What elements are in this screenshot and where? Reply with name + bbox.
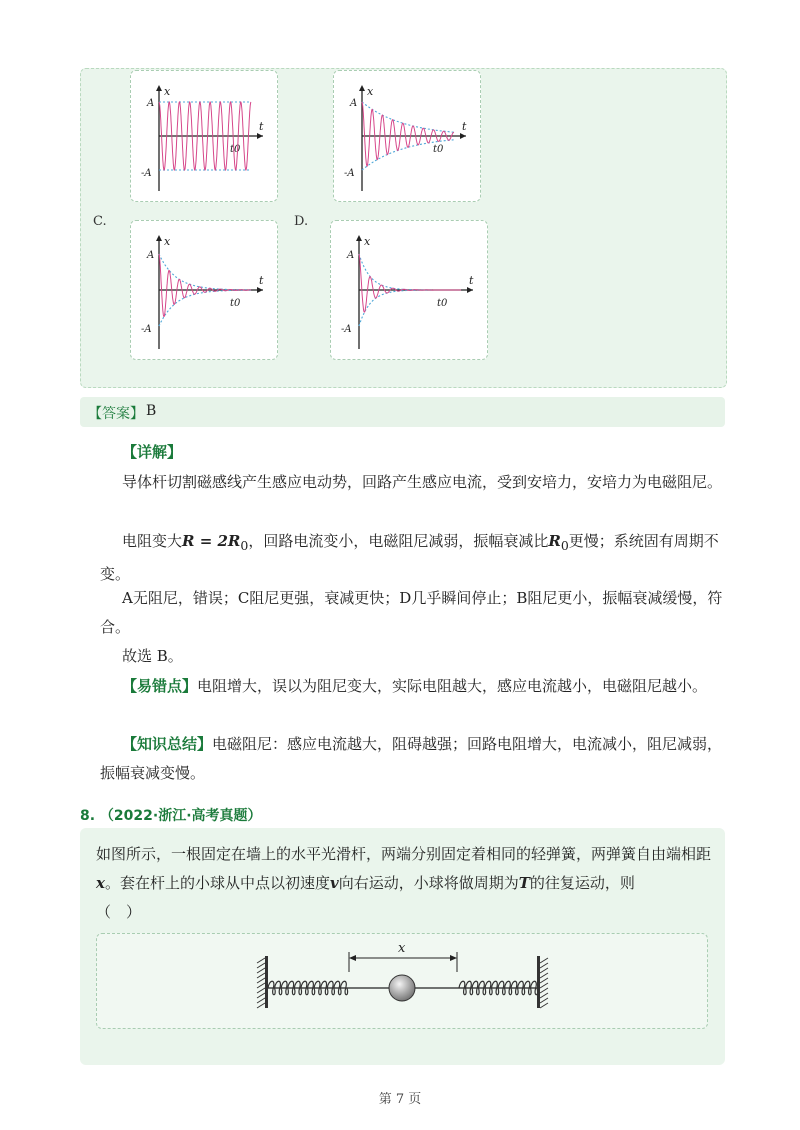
t-axis-label: t — [259, 274, 264, 287]
question-8-text — [96, 840, 712, 927]
option-b-graph — [333, 70, 481, 202]
upper-envelope — [362, 102, 454, 132]
x-axis-arrow — [156, 85, 162, 91]
graph-d-svg — [331, 221, 487, 359]
left-wall-hatch — [257, 978, 265, 983]
detail-heading — [100, 438, 728, 467]
neg-amplitude-label: -A — [141, 168, 152, 179]
dimension-label: x — [398, 941, 406, 956]
time-axis-arrow — [460, 133, 466, 139]
x-axis-arrow — [356, 235, 362, 241]
option-d-label: D. — [294, 214, 309, 229]
neg-amplitude-label: -A — [341, 324, 352, 335]
error-text: 电阻增大，误以为阻尼变大，实际电阻越大，感应电流越小，电磁阻尼越小。 — [197, 677, 708, 695]
upper-envelope — [159, 254, 251, 290]
answer-value: B — [146, 403, 157, 419]
left-wall-hatch — [257, 983, 265, 988]
right-wall — [537, 956, 540, 1008]
right-wall-hatch — [540, 983, 548, 988]
explanation-p1: 导体杆切割磁感线产生感应电动势，回路产生感应电流，受到安培力，安培力为电磁阻尼。 — [122, 473, 723, 491]
explanation-p4: 故选 B。 — [122, 647, 183, 665]
option-c-label: C. — [93, 214, 107, 229]
error-tag: 【易错点】 — [122, 677, 198, 695]
left-wall-hatch — [257, 1003, 265, 1008]
right-wall-hatch — [540, 963, 548, 968]
left-wall-hatch — [257, 998, 265, 1003]
time-axis-arrow — [467, 287, 473, 293]
amplitude-label: A — [347, 250, 355, 261]
neg-amplitude-label: -A — [141, 324, 152, 335]
x-axis-arrow — [156, 235, 162, 241]
neg-amplitude-label: -A — [344, 168, 355, 179]
right-wall-hatch — [540, 1003, 548, 1008]
x-axis-label: x — [164, 85, 171, 98]
x-axis-label: x — [164, 235, 171, 248]
explanation-p3: A无阻尼，错误；C阻尼更强，衰减更快；D几乎瞬间停止；B阻尼更小，振幅衰减缓慢，符合。 — [100, 589, 723, 636]
left-wall-hatch — [257, 973, 265, 978]
right-wall-hatch — [540, 973, 548, 978]
p2-text-c: 更慢；系统固有周期不变。 — [100, 532, 719, 583]
t0-label: t0 — [230, 298, 241, 309]
dimension-arrow-right — [450, 955, 457, 961]
q8-var-x: x — [96, 874, 105, 892]
p2-text-b: ，回路电流变小，电磁阻尼减弱，振幅衰减比 — [248, 532, 549, 550]
error-point — [100, 672, 728, 701]
p2-var: R — [548, 532, 561, 550]
right-wall-hatch — [540, 998, 548, 1003]
graph-a-svg — [131, 71, 277, 201]
left-wall-hatch — [257, 993, 265, 998]
left-wall-hatch — [257, 963, 265, 968]
t0-label: t0 — [433, 144, 444, 155]
q8-blank: （ ） — [96, 903, 142, 921]
q8-text-b: 。套在杆上的小球从中点以初速度 — [104, 874, 330, 892]
time-axis-arrow — [257, 287, 263, 293]
left-wall-hatch — [257, 968, 265, 973]
right-wall-hatch — [540, 958, 548, 963]
t-axis-label: t — [259, 120, 264, 133]
ball — [389, 975, 415, 1001]
p2-var-sub: 0 — [560, 538, 569, 553]
right-wall-hatch — [540, 988, 548, 993]
summary-tag: 【知识总结】 — [122, 735, 213, 753]
right-wall-hatch — [540, 968, 548, 973]
question-8-heading: 8. （2022·浙江·高考真题） — [80, 808, 262, 824]
detail-tag: 【详解】 — [122, 443, 183, 461]
t-axis-label: t — [469, 274, 474, 287]
spring-figure-box — [96, 933, 708, 1029]
right-wall-hatch — [540, 978, 548, 983]
option-d-graph — [330, 220, 488, 360]
q8-var-T: T — [518, 874, 530, 892]
left-wall — [265, 956, 268, 1008]
graph-c-svg — [131, 221, 277, 359]
q8-text-a: 如图所示，一根固定在墙上的水平光滑杆，两端分别固定着相同的轻弹簧，两弹簧自由端相距 — [96, 845, 712, 863]
p2-sub: 0 — [240, 538, 249, 553]
amplitude-label: A — [147, 250, 155, 261]
option-c-graph — [130, 220, 278, 360]
time-axis-arrow — [257, 133, 263, 139]
x-axis-arrow — [359, 85, 365, 91]
dimension-arrow-left — [349, 955, 356, 961]
page-footer: 第 7 页 — [378, 1092, 422, 1107]
left-wall-hatch — [257, 958, 265, 963]
knowledge-summary — [100, 730, 728, 788]
answer-bar — [80, 397, 725, 427]
amplitude-label: A — [147, 98, 155, 109]
q8-var-v: v — [329, 874, 339, 892]
p2-text-a: 电阻变大 — [122, 532, 183, 550]
upper-envelope — [359, 254, 461, 290]
summary-text: 电磁阻尼：感应电流越大，阻碍越强；回路电阻增大，电流减小，阻尼减弱，振幅衰减变慢。 — [100, 735, 723, 782]
x-axis-label: x — [364, 235, 371, 248]
explanation-p2 — [100, 527, 728, 589]
t-axis-label: t — [462, 120, 467, 133]
right-wall-hatch — [540, 993, 548, 998]
q8-text-c: 向右运动，小球将做周期为 — [338, 874, 519, 892]
option-a-graph — [130, 70, 278, 202]
t0-label: t0 — [230, 144, 241, 155]
spring-figure — [97, 934, 707, 1028]
p2-formula: R = 2R — [182, 532, 241, 550]
t0-label: t0 — [437, 298, 448, 309]
left-wall-hatch — [257, 988, 265, 993]
answer-tag: 【答案】 — [88, 406, 144, 422]
graph-b-svg — [334, 71, 480, 201]
amplitude-label: A — [350, 98, 358, 109]
x-axis-label: x — [367, 85, 374, 98]
q8-text-d: 的往复运动，则 — [529, 874, 635, 892]
